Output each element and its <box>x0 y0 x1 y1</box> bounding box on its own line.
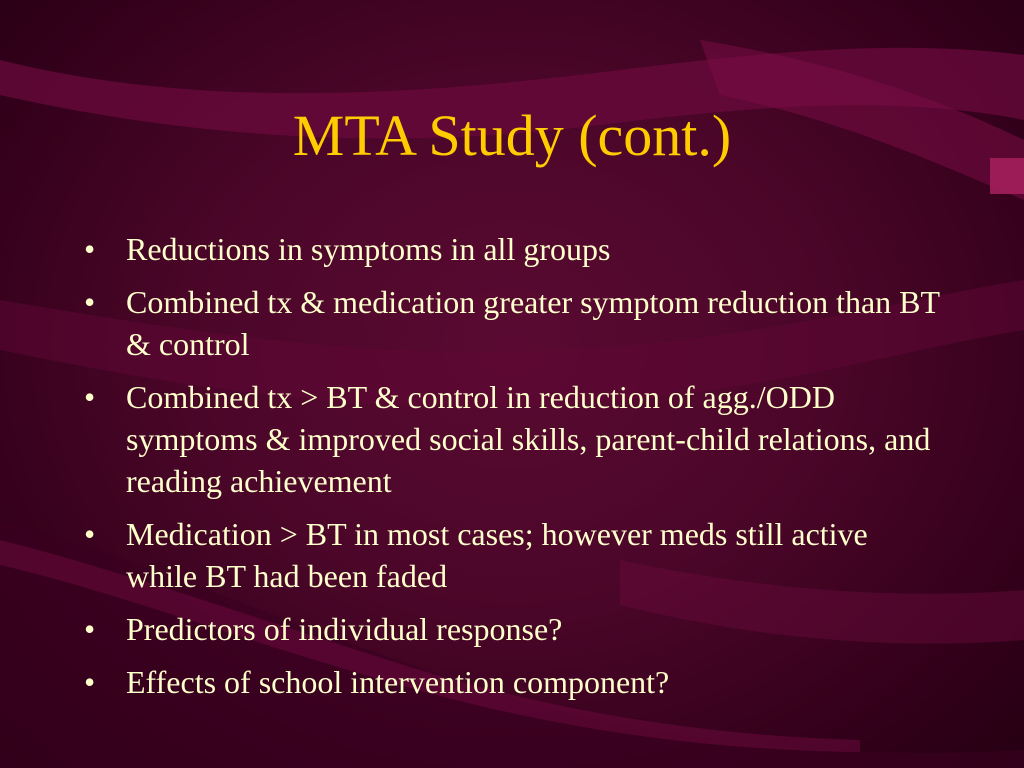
bullet-text: Medication > BT in most cases; however meds still active while BT had been faded <box>126 516 868 594</box>
bullet-text: Predictors of individual response? <box>126 611 563 647</box>
bullet-marker: • <box>84 611 96 647</box>
slide-title: MTA Study (cont.) <box>292 103 732 168</box>
bullet-marker: • <box>84 516 96 552</box>
bullet-text: Reductions in symptoms in all groups <box>126 231 611 267</box>
bullet-marker: • <box>84 379 96 415</box>
bullet-item <box>84 281 944 365</box>
bullet-marker: • <box>84 231 96 267</box>
bullet-marker: • <box>84 284 96 320</box>
bullet-item <box>84 228 944 270</box>
bullet-text: Combined tx > BT & control in reduction of agg./ODD symptoms & improved social skills, parent-child relations, and reading achievement <box>126 379 931 499</box>
bullet-text: Combined tx & medication greater symptom reduction than BT & control <box>126 284 940 362</box>
bullet-item <box>84 513 944 597</box>
bullet-item <box>84 661 944 703</box>
bullet-list <box>84 228 944 714</box>
bullet-item <box>84 608 944 650</box>
bullet-item <box>84 376 944 502</box>
bullet-text: Effects of school intervention component? <box>126 664 670 700</box>
bullet-marker: • <box>84 664 96 700</box>
